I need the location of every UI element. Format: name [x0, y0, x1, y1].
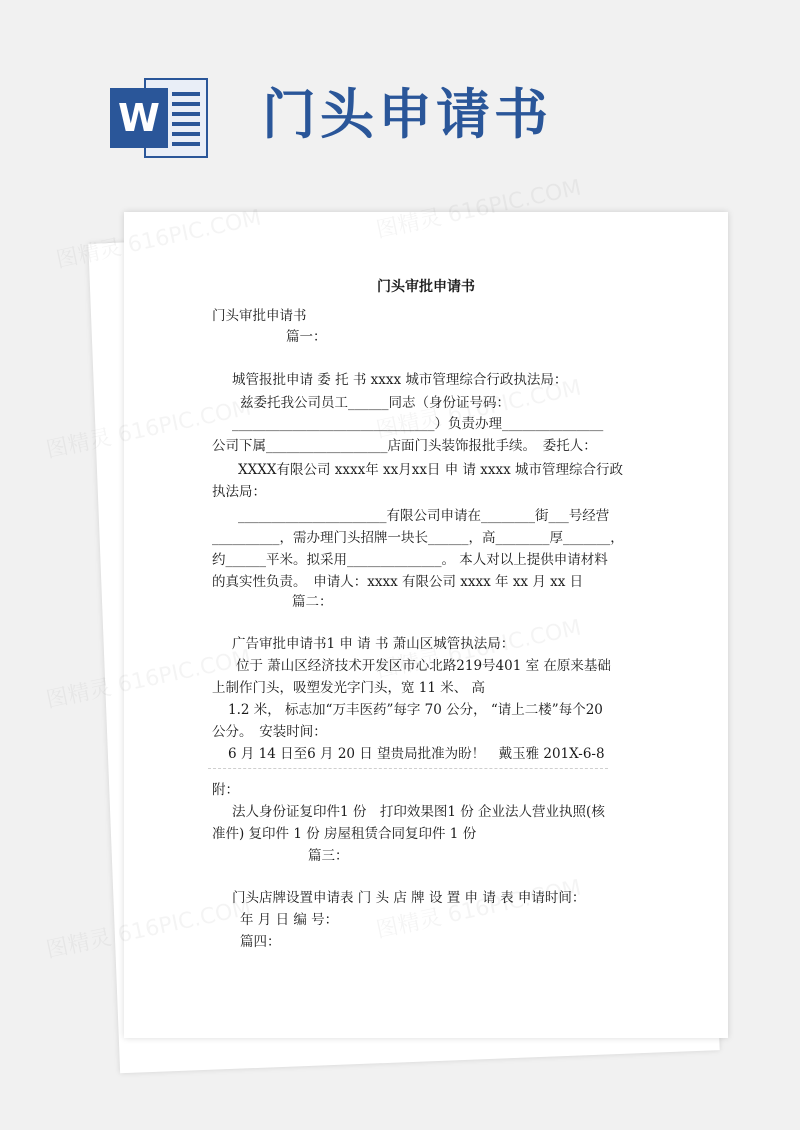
- section-label: 篇一：: [286, 329, 327, 345]
- dashed-divider: [208, 768, 608, 769]
- header: [0, 0, 800, 200]
- section-label: 篇二：: [292, 594, 333, 610]
- doc-line: 1.2 米， 标志加“万丰医药”每字 70 公分， “请上二楼”每个20: [228, 702, 603, 718]
- doc-line: 上制作门头，吸塑发光字门头，宽 11 米、 高: [212, 680, 486, 696]
- doc-line: 兹委托我公司员工______同志（身份证号码：: [240, 395, 510, 411]
- document-page: [124, 212, 728, 1038]
- section-label: 篇三：: [308, 848, 349, 864]
- doc-line: ______________________有限公司申请在________街___号经营: [238, 508, 610, 524]
- document-title: 门头审批申请书: [377, 279, 475, 295]
- watermark: [43, 891, 254, 965]
- doc-line: 6 月 14 日至6 月 20 日 望贵局批准为盼！ 戴玉雅 201X-6-8: [228, 746, 605, 762]
- doc-line: 位于 萧山区经济技术开发区市心北路219号401 室 在原来基础: [236, 658, 611, 674]
- page-title: 门头申请书: [262, 83, 552, 146]
- doc-line: 公分。 安装时间：: [212, 724, 327, 740]
- doc-line: XXXX有限公司 xxxx年 xx月xx日 申 请 xxxx 城市管理综合行政: [238, 462, 624, 478]
- doc-line: 广告审批申请书1 申 请 书 萧山区城管执法局：: [232, 636, 515, 652]
- doc-line: 的真实性负责。 申请人：xxxx 有限公司 xxxx 年 xx 月 xx 日: [212, 574, 584, 590]
- doc-line: 城管报批申请 委 托 书 xxxx 城市管理综合行政执法局：: [232, 372, 568, 388]
- doc-line: 法人身份证复印件1 份 打印效果图1 份 企业法人营业执照(核: [232, 804, 605, 820]
- word-letter-badge: W: [110, 88, 168, 148]
- doc-line: 年 月 日 编 号：: [240, 912, 339, 928]
- doc-line: 门头店牌设置申请表 门 头 店 牌 设 置 申 请 表 申请时间：: [232, 890, 586, 906]
- doc-line: ______________________________）负责办理_______________: [232, 416, 604, 432]
- doc-line: 附：: [212, 782, 239, 798]
- doc-line: 执法局：: [212, 484, 266, 500]
- doc-line: 约______平米。拟采用______________。 本人对以上提供申请材料: [212, 552, 608, 568]
- doc-line: 公司下属__________________店面门头装饰报批手续。 委托人：: [212, 438, 597, 454]
- doc-heading: 门头审批申请书: [212, 308, 307, 324]
- doc-line: 准件) 复印件 1 份 房屋租赁合同复印件 1 份: [212, 826, 477, 842]
- word-document-icon: [110, 78, 214, 158]
- watermark: [53, 201, 264, 275]
- section-label: 篇四：: [240, 934, 281, 950]
- doc-line: __________，需办理门头招牌一块长______，高________厚_______，: [212, 530, 624, 546]
